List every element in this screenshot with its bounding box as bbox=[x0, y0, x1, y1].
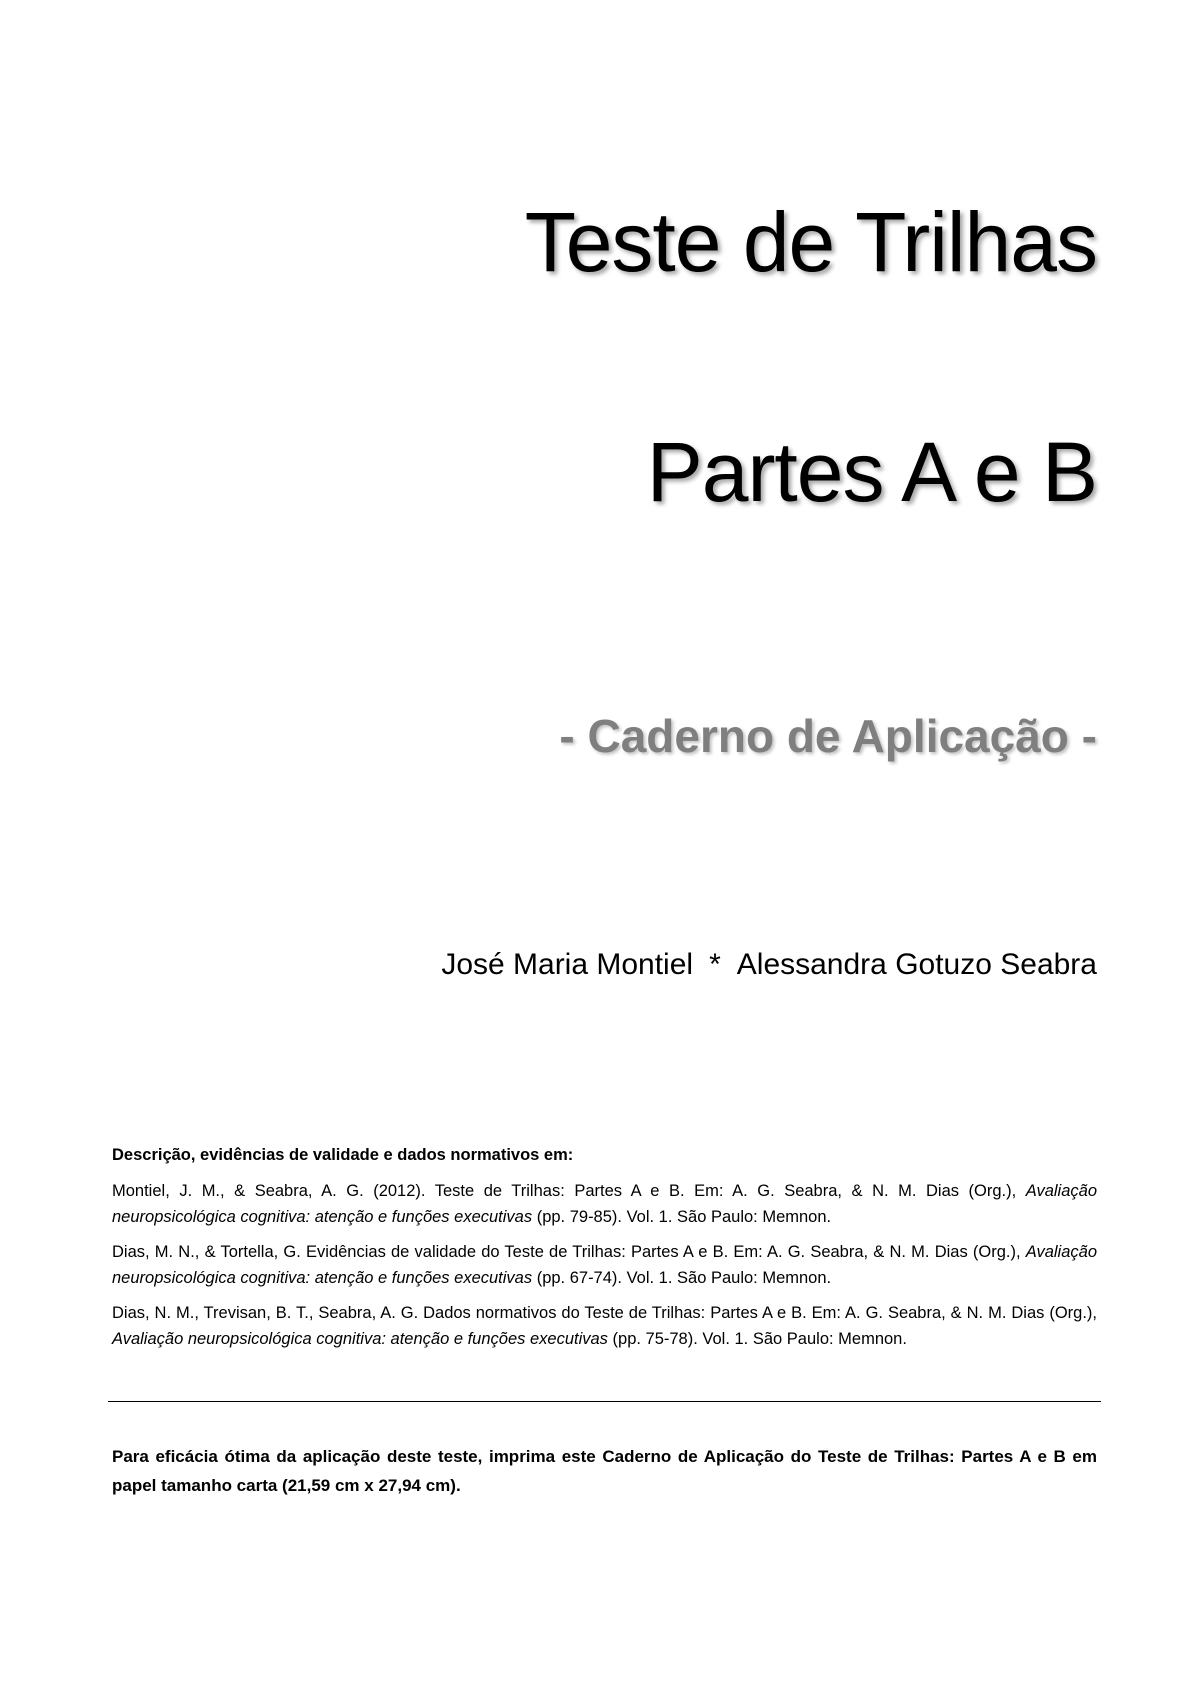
reference-item bbox=[112, 1300, 1097, 1352]
reference-text: (pp. 79-85). Vol. 1. São Paulo: Memnon. bbox=[532, 1208, 832, 1226]
reference-text: (pp. 67-74). Vol. 1. São Paulo: Memnon. bbox=[532, 1269, 832, 1287]
reference-text: Dias, M. N., & Tortella, G. Evidências de validade do Teste de Trilhas: Partes A e B. Em: A. G. Seabra, & N. M. Dias (Org.), bbox=[112, 1243, 1026, 1261]
references-heading: Descrição, evidências de validade e dados normativos em: bbox=[112, 1146, 574, 1164]
section-divider bbox=[108, 1401, 1101, 1402]
reference-text: Montiel, J. M., & Seabra, A. G. (2012). Teste de Trilhas: Partes A e B. Em: A. G. Seabra, & N. M. Dias (Org.), bbox=[112, 1182, 1026, 1200]
reference-book-title: Avaliação neuropsicológica cognitiva: atenção e funções executivas bbox=[112, 1182, 1097, 1226]
references-section bbox=[112, 1142, 1097, 1361]
print-instructions: Para eficácia ótima da aplicação deste teste, imprima este Caderno de Aplicação do Teste de Trilhas: Partes A e B em papel tamanho carta (21,59 cm x 27,94 cm). bbox=[112, 1447, 1097, 1495]
document-subtitle-parts: Partes A e B bbox=[646, 425, 1097, 519]
reference-book-title: Avaliação neuropsicológica cognitiva: atenção e funções executivas bbox=[112, 1243, 1097, 1287]
author-name: José Maria Montiel bbox=[441, 948, 694, 981]
author-separator: * bbox=[709, 948, 721, 981]
reference-item bbox=[112, 1239, 1097, 1291]
reference-book-title: Avaliação neuropsicológica cognitiva: atenção e funções executivas bbox=[112, 1330, 608, 1348]
document-title: Teste de Trilhas bbox=[524, 195, 1097, 289]
booklet-subtitle: - Caderno de Aplicação - bbox=[559, 710, 1097, 762]
authors-line bbox=[441, 950, 1097, 980]
reference-item bbox=[112, 1178, 1097, 1230]
reference-text: Dias, N. M., Trevisan, B. T., Seabra, A. G. Dados normativos do Teste de Trilhas: Partes A e B. Em: A. G. Seabra, & N. M. Dias (Org.), bbox=[112, 1304, 1097, 1322]
reference-text: (pp. 75-78). Vol. 1. São Paulo: Memnon. bbox=[607, 1330, 907, 1348]
author-name: Alessandra Gotuzo Seabra bbox=[736, 948, 1097, 981]
